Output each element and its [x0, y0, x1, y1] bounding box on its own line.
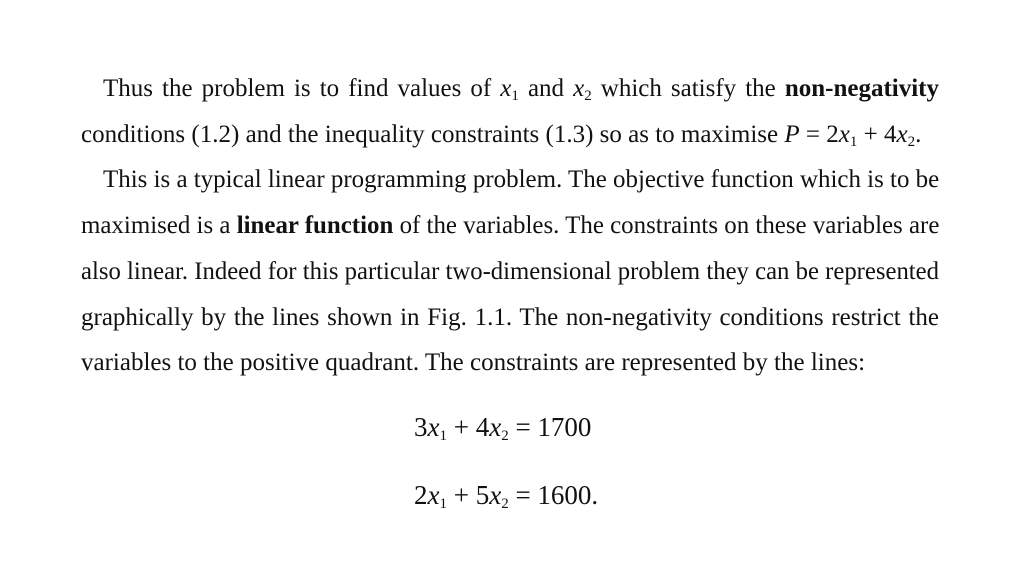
text-segment: Thus the problem is to find values of	[103, 75, 492, 102]
subscript: 1	[439, 428, 447, 444]
subscript: 1	[849, 134, 858, 150]
paragraph-2-line-4: graphically by the lines shown in Fig. 1.1. The non-negativity conditions restrict the	[81, 304, 939, 331]
equation-1	[414, 404, 591, 450]
text-segment: = 2	[805, 121, 839, 148]
equation-2	[414, 472, 598, 518]
text-segment: of the variables. The constraints on these variables are	[399, 212, 940, 239]
subscript: 1	[511, 88, 519, 104]
variable-x: x	[896, 121, 908, 148]
paragraph-2-line-1: This is a typical linear programming problem. The objective function which is to be	[103, 166, 940, 193]
subscript: 2	[501, 496, 509, 512]
variable-x: x	[500, 75, 512, 102]
subscript: 2	[907, 134, 916, 150]
operator: + 4	[453, 412, 490, 442]
variable-x: x	[838, 121, 850, 148]
paragraph-2-line-3: also linear. Indeed for this particular two-dimensional problem they can be represented	[81, 258, 939, 285]
paragraph-2-line-5: variables to the positive quadrant. The constraints are represented by the lines:	[81, 349, 866, 376]
text-segment: and	[527, 75, 565, 102]
subscript: 2	[584, 88, 592, 104]
variable-x: x	[489, 412, 502, 442]
rhs: = 1700	[515, 412, 592, 442]
variable-x: x	[489, 480, 502, 510]
variable-x: x	[427, 480, 440, 510]
text-segment: conditions (1.2) and the inequality constraints (1.3) so as to maximise	[81, 121, 779, 148]
bold-term: linear function	[236, 212, 394, 239]
variable-p: P	[784, 121, 800, 148]
subscript: 2	[501, 428, 509, 444]
variable-x: x	[427, 412, 440, 442]
text-segment: .	[915, 121, 922, 148]
paragraph-2-line-2	[81, 203, 939, 249]
variable-x: x	[573, 75, 585, 102]
paragraph-1-line-2	[81, 112, 939, 158]
text-segment: which satisfy the	[600, 75, 776, 102]
coefficient: 2	[414, 480, 428, 510]
bold-term: non-negativity	[784, 75, 939, 102]
paragraph-1-line-1	[103, 66, 939, 112]
coefficient: 3	[414, 412, 428, 442]
rhs: = 1600.	[515, 480, 599, 510]
subscript: 1	[439, 496, 447, 512]
text-segment: maximised is a	[81, 212, 231, 239]
text-segment: + 4	[863, 121, 897, 148]
operator: + 5	[453, 480, 490, 510]
